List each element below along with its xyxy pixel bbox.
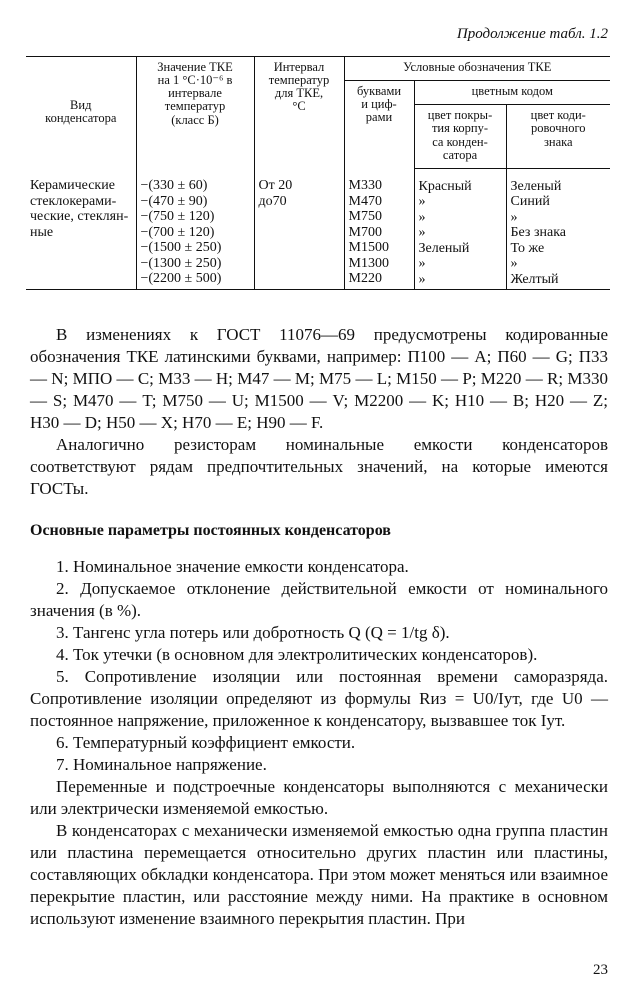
header-color-code: цветным кодом xyxy=(414,81,610,105)
header-designations: Условные обозначения ТКЕ xyxy=(344,57,610,81)
list-item: 6. Температурный коэффициент емкости. xyxy=(56,733,356,752)
header-temperature-interval: Интервал температур для ТКЕ, °С xyxy=(254,57,344,169)
table-row xyxy=(26,168,610,290)
paragraph-variable-capacitors: Переменные и подстроечные конденсаторы выполняются с механически или электрически изменяемой емкостью. xyxy=(30,777,608,818)
list-item: 1. Номинальное значение емкости конденсатора. xyxy=(56,557,409,576)
paragraph-nominal-values: Аналогично резисторам номинальные емкости конденсаторов соответствуют рядам предпочтительных значений, на которые имеются ГОСТы. xyxy=(30,435,608,498)
section-heading: Основные параметры постоянных конденсаторов xyxy=(30,522,391,539)
list-item: 2. Допускаемое отклонение действительной емкости от номинального значения (в %). xyxy=(30,579,608,620)
paragraph-mechanical-capacitors: В конденсаторах с механически изменяемой емкостью одна группа пластин или пластина перемещается относительно других пластин или пластины, составляющих обкладки конденсатора. При этом может меняться или взаимное перекрытие пластин, или расстояние между ними. На практике в основном используют изменение взаимного перекрытия пластин. При xyxy=(30,821,608,928)
cell-letter-codes: М330 М470 М750 М700 М1500 М1300 М220 xyxy=(344,168,414,290)
page-number: 23 xyxy=(593,962,608,978)
list-item: 4. Ток утечки (в основном для электролитических конденсаторов). xyxy=(56,645,538,664)
cell-temperature-interval: От 20 до70 xyxy=(254,168,344,290)
list-item: 7. Номинальное напряжение. xyxy=(56,755,267,774)
tke-table xyxy=(26,56,610,290)
cell-capacitor-type: Керамические стеклокерами- ческие, стеклян- ные xyxy=(26,168,136,290)
cell-mark-colors: Зеленый Синий » Без знака То же » Желтый xyxy=(506,168,610,290)
cell-tke-values: −(330 ± 60) −(470 ± 90) −(750 ± 120) −(700 ± 120) −(1500 ± 250) −(1300 ± 250) −(2200 ± 500) xyxy=(136,168,254,290)
list-item: 5. Сопротивление изоляции или постоянная времени саморазряда. Сопротивление изоляции определяют из формулы Rиз = U0/Iут, где U0 — постоянное напряжение, приложенное к конденсатору, вызвавшее ток Iут. xyxy=(30,667,608,730)
cell-body-colors: Красный » » » Зеленый » » xyxy=(414,168,506,290)
paragraph-latin-codes: В изменениях к ГОСТ 11076—69 предусмотрены кодированные обозначения ТКЕ латинскими буквами, например: П100 — A; П60 — G; П33 — N; МПО — C; М33 — H; М47 — M; М75 — L; М150 — P; М220 — R; М330 — S; М470 — T; М750 — U; М1500 — V; М2200 — K; Н10 — B; Н20 — Z; Н30 — D; Н50 — X; Н70 — E; Н90 — F. xyxy=(30,325,608,432)
header-capacitor-type: Вид конденсатора xyxy=(26,57,136,169)
body-text xyxy=(30,324,608,930)
table-caption: Продолжение табл. 1.2 xyxy=(456,26,608,42)
list-item: 3. Тангенс угла потерь или добротность Q (Q = 1/tg δ). xyxy=(56,623,450,642)
header-body-color: цвет покры- тия корпу- са конден- сатора xyxy=(414,105,506,169)
header-mark-color: цвет коди- ровочного знака xyxy=(506,105,610,169)
header-tke-value: Значение ТКЕ на 1 °С·10⁻⁶ в интервале температур (класс Б) xyxy=(136,57,254,169)
header-letters-digits: буквами и циф- рами xyxy=(344,81,414,169)
